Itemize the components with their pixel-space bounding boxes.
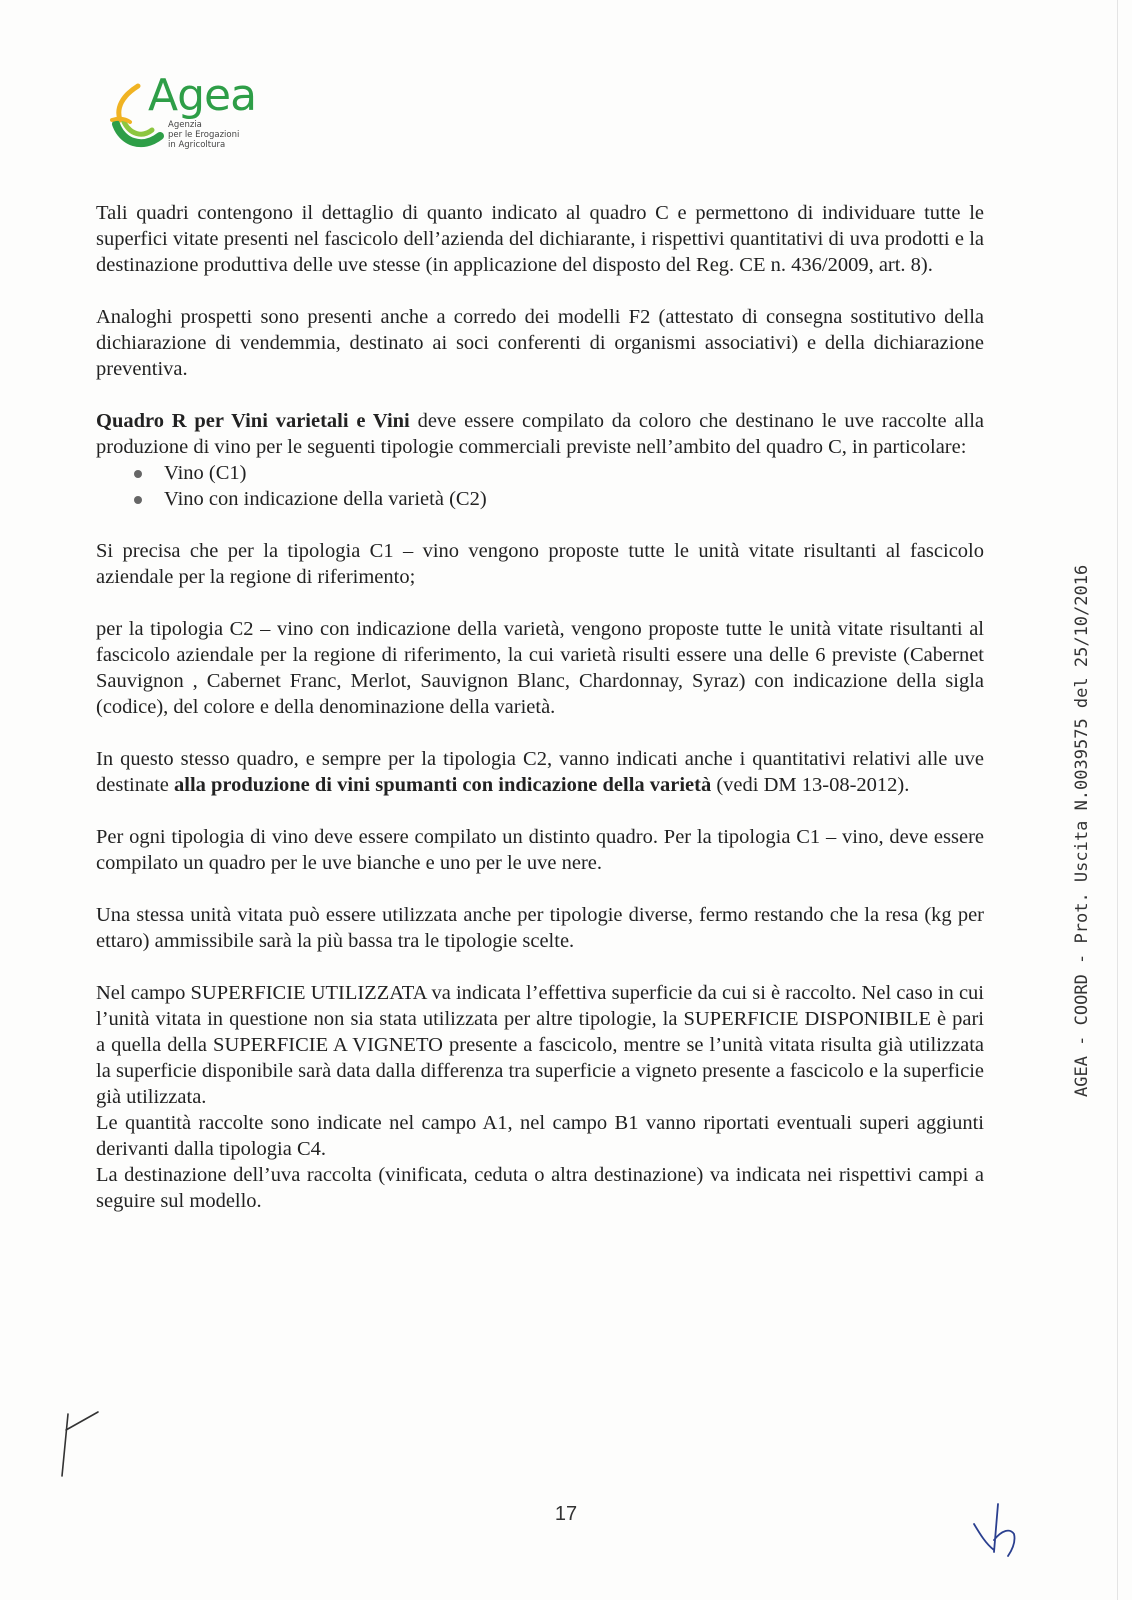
- bullet-item: Vino (C1): [134, 460, 984, 486]
- paragraph: Si precisa che per la tipologia C1 – vino vengono proposte tutte le unità vitate risultanti al fascicolo aziendale per la regione di riferimento;: [96, 540, 984, 588]
- paragraph: [96, 746, 984, 798]
- protocol-stamp: AGEA - COORD - Prot. Uscita N.0039575 del 25/10/2016: [1072, 564, 1092, 1097]
- paragraph: Le quantità raccolte sono indicate nel campo A1, nel campo B1 vanno riportati eventuali superi aggiunti derivanti dalla tipologia C4.: [96, 1112, 984, 1160]
- paragraph-bold-phrase: alla produzione di vini spumanti con indicazione della varietà: [174, 774, 712, 796]
- paragraph: La destinazione dell’uva raccolta (vinificata, ceduta o altra destinazione) va indicata nei rispettivi campi a seguire sul modello.: [96, 1164, 984, 1212]
- bullet-item: Vino con indicazione della varietà (C2): [134, 486, 984, 512]
- logo-subtitle-line: per le Erogazioni: [168, 130, 240, 140]
- paragraph-text: In questo stesso quadro, e sempre per la tipologia C2, vanno indicati anche i quantitativi relativi alle uve destinate: [96, 748, 984, 796]
- page-edge-line: [1117, 0, 1118, 1600]
- paragraph-text: (vedi DM 13-08-2012).: [711, 774, 910, 796]
- paragraph: Nel campo SUPERFICIE UTILIZZATA va indicata l’effettiva superficie da cui si è raccolto. Nel caso in cui l’unità vitata in questione non sia stata utilizzata per altre tipologie, la SUPERFICIE DISPONIBILE è pari a quella della SUPERFICIE A VIGNETO presente a fascicolo, mentre se l’unità vitata risulta già utilizzata la superficie disponibile sarà data dalla differenza tra superficie a vigneto presente a fascicolo e la superficie già utilizzata.: [96, 982, 984, 1108]
- logo-subtitle: [168, 120, 239, 150]
- logo-name: Agea: [148, 70, 257, 121]
- logo-subtitle-line: Agenzia: [168, 120, 202, 130]
- logo-subtitle-line: in Agricoltura: [168, 140, 226, 150]
- bullet-list: [96, 460, 984, 512]
- paragraph-bold-lead: Quadro R per Vini varietali e Vini: [96, 410, 410, 432]
- paragraph: Analoghi prospetti sono presenti anche a corredo dei modelli F2 (attestato di consegna sostitutivo della dichiarazione di vendemmia, destinato ai soci conferenti di organismi associativi) e della dichiarazione preventiva.: [96, 306, 984, 380]
- paragraph: [96, 408, 984, 460]
- document-body: [96, 200, 984, 1214]
- paragraph: Una stessa unità vitata può essere utilizzata anche per tipologie diverse, fermo restando che la resa (kg per ettaro) ammissibile sarà la più bassa tra le tipologie scelte.: [96, 904, 984, 952]
- paragraph: Tali quadri contengono il dettaglio di quanto indicato al quadro C e permettono di individuare tutte le superfici vitate presenti nel fascicolo dell’azienda del dichiarante, i rispettivi quantitativi di uva prodotti e la destinazione produttiva delle uve stesse (in applicazione del disposto del Reg. CE n. 436/2009, art. 8).: [96, 202, 984, 276]
- agea-logo: [108, 70, 268, 170]
- signature-mark: [48, 1410, 108, 1480]
- paragraph-group: [96, 980, 984, 1214]
- initials-signature: [968, 1500, 1028, 1560]
- paragraph: per la tipologia C2 – vino con indicazione della varietà, vengono proposte tutte le unità vitate risultanti al fascicolo aziendale per la regione di riferimento, la cui varietà risulti essere una delle 6 previste (Cabernet Sauvignon , Cabernet Franc, Merlot, Sauvignon Blanc, Chardonnay, Syraz) con indicazione della sigla (codice), del colore e della denominazione della varietà.: [96, 618, 984, 718]
- paragraph: Per ogni tipologia di vino deve essere compilato un distinto quadro. Per la tipologia C1 – vino, deve essere compilato un quadro per le uve bianche e uno per le uve nere.: [96, 826, 984, 874]
- paragraph-text: deve essere compilato da coloro che destinano le uve raccolte alla produzione di vino per le seguenti tipologie commerciali previste nell’ambito del quadro C, in particolare:: [96, 410, 984, 458]
- page-number: 17: [554, 1503, 578, 1525]
